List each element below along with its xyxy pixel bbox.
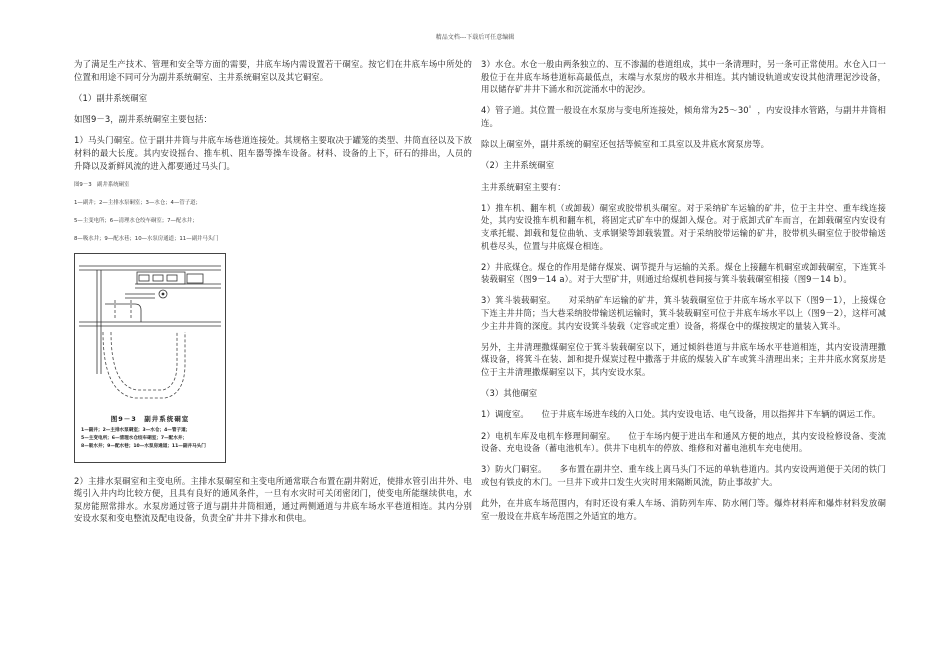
figure-legend-line-2: 5—主变电所；6—清理水仓绞车硐室；7—配水井； [81, 435, 188, 441]
other-chambers-paragraph: 除以上硐室外，副井系统的硐室还包括等候室和工具室以及井底水窝泵房等。 [481, 138, 770, 149]
figure-legend-line-1: 1—副井；2—主排水泵硐室；3—水仓；4—管子道； [81, 427, 191, 433]
item-pump-room-substation: 2）主排水泵硐室和主变电所。主排水泵硐室和主变电所通常联合布置在副井附近，使排水管引出井外、电缆引入井内均比较方便，且具有良好的通风条件，一旦有水灾时可关闭密闭门，使变电所能继续供电，水泵房能照常排水。水泵房通过管子道与副井井筒相通，通过两侧通道与井底车场水平巷道相连。其内分别安设水泵和变电整流及配电设备，负责全矿井井下排水和供电。 [74, 475, 472, 524]
main-shaft-intro: 主井系统硐室主要有： [481, 181, 566, 192]
item-locomotive-garage: 2）电机车库及电机车修理间硐室。 位于车场内便于进出车和通风方便的地点，其内安设检修设备、变流设备、充电设备（蓄电池机车）。供井下电机车的停放、维修和对蓄电池机车充电使用。 [481, 430, 886, 454]
figure-legend [81, 427, 223, 451]
page-header: 精品文档---下载后可任意编辑 [435, 34, 515, 41]
item-skip-loading-chamber: 3）箕斗装载硐室。 对采纳矿车运输的矿井，箕斗装载硐室位于井底车场水平以下（图9－1），上接煤仓下连主井井筒；当大巷采纳胶带输送机运输时，箕斗装载硐室可位于井底车场水平以上（图9－2），这样可减少主井井筒的深度。其内安设箕斗装载（定容或定重）设备，将煤仓中的煤按规定的量装入箕斗。 [481, 295, 886, 331]
intro-paragraph: 为了满足生产技术、管理和安全等方面的需要，井底车场内需设置若干硐室。按它们在井底车场中所处的位置和用途不同可分为副井系统硐室、主井系统硐室以及其它硐室。 [74, 59, 472, 82]
figure-legend-line-3: 8—吸水井；9—配水巷；10—水泵房通道；11—副井马头门 [81, 443, 206, 449]
closing-paragraph: 此外，在井底车场范围内，有时还设有乘人车场、消防列车库、防水闸门等。爆炸材料库和爆炸材料发放硐室一般设在井底车场范围之外适宜的地方。 [481, 497, 886, 521]
figure-legend-text-3: 8—吸水井；9—配水巷；10—水泵房通道；11—副井马头门 [74, 235, 219, 242]
item-pipe-way: 4）管子道。其位置一般设在水泵房与变电所连接处，倾角常为25～30゜，内安设排水管路，与副井井筒相连。 [481, 105, 886, 128]
right-column [481, 58, 886, 531]
figure-legend-text-1: 1—副井；2—主排水泵硐室；3—水仓；4—管子道； [74, 199, 201, 206]
figure-intro-paragraph: 如图9－3，副井系统硐室主要包括： [74, 114, 212, 125]
section-heading-auxiliary-shaft: （1）副井系统硐室 [74, 92, 148, 103]
figure-caption-text: 图9－3 副井系统硐室 [74, 181, 130, 188]
left-column [74, 58, 472, 534]
chamber-layout-diagram [75, 254, 225, 414]
section-heading-main-shaft: （2）主井系统硐室 [481, 160, 555, 171]
section-heading-other-chambers: （3）其他硐室 [481, 387, 538, 398]
figure-auxiliary-shaft-chambers [74, 253, 226, 463]
item-water-sump: 3）水仓。水仓一般由两条独立的、互不渗漏的巷道组成，其中一条清理时，另一条可正常使用。水仓入口一般位于在井底车场巷道标高最低点，末端与水泵房的吸水井相连。其内铺设轨道或安设其他清理泥沙设备，用以储存矿井井下涌水和沉淀涌水中的泥沙。 [481, 59, 886, 95]
item-coal-bunker: 2）井底煤仓。煤仓的作用是储存煤炭、调节提升与运输的关系。煤仓上接翻车机硐室或卸载硐室，下连箕斗装载硐室（图9－14 a）。对于大型矿井，则通过给煤机巷间接与箕斗装载硐室相接（图9－14 b）。 [481, 261, 886, 285]
item-landing-chamber: 1）马头门硐室。位于副井井筒与井底车场巷道连接处。其规格主要取决于罐笼的类型、井筒直径以及下放材料的最大长度。其内安设摇台、推车机、阻车器等操车设备。材料、设备的上下，矸石的排出，人员的升降以及新鲜风流的进入都要通过马头门。 [74, 135, 472, 171]
item-tippler-chamber: 1）推车机、翻车机（或卸载）硐室或胶带机头硐室。对于采纳矿车运输的矿井，位于主井空、重车线连接处，其内安设推车机和翻车机，将固定式矿车中的煤卸入煤仓。对于底卸式矿车而言，在卸载硐室内安设有支承托辊、卸载和复位曲轨、支承钢梁等卸载装置。对于采纳胶带运输的矿井，胶带机头硐室位于胶带输送机巷尽头，位置与井底煤仓相连。 [481, 202, 886, 251]
item-dispatch-room: 1）调度室。 位于井底车场进车线的入口处。其内安设电话、电气设备，用以指挥井下车辆的调运工作。 [481, 409, 881, 420]
figure-title: 图9－3 副井系统硐室 [110, 414, 190, 423]
spillage-cleanup-paragraph: 另外，主井清理撒煤硐室位于箕斗装载硐室以下，通过倾斜巷道与井底车场水平巷道相连，其内安设清理撒煤设备，将箕斗在装、卸和提升煤炭过程中撒落于井底的煤装入矿车或箕斗清理出来；主井井底水窝泵房是位于主井清理撒煤硐室以下，其内安设水泵。 [481, 341, 886, 377]
item-fire-door-chamber: 3）防火门硐室。 多布置在副井空、重车线上离马头门不远的单轨巷道内。其内安设两道便于关闭的铁门或包有铁皮的木门。一旦井下或井口发生火灾时用来隔断风流，防止事故扩大。 [481, 464, 886, 487]
figure-legend-text-2: 5—主变电所；6—清理水仓绞车硐室；7—配水井； [74, 217, 198, 224]
